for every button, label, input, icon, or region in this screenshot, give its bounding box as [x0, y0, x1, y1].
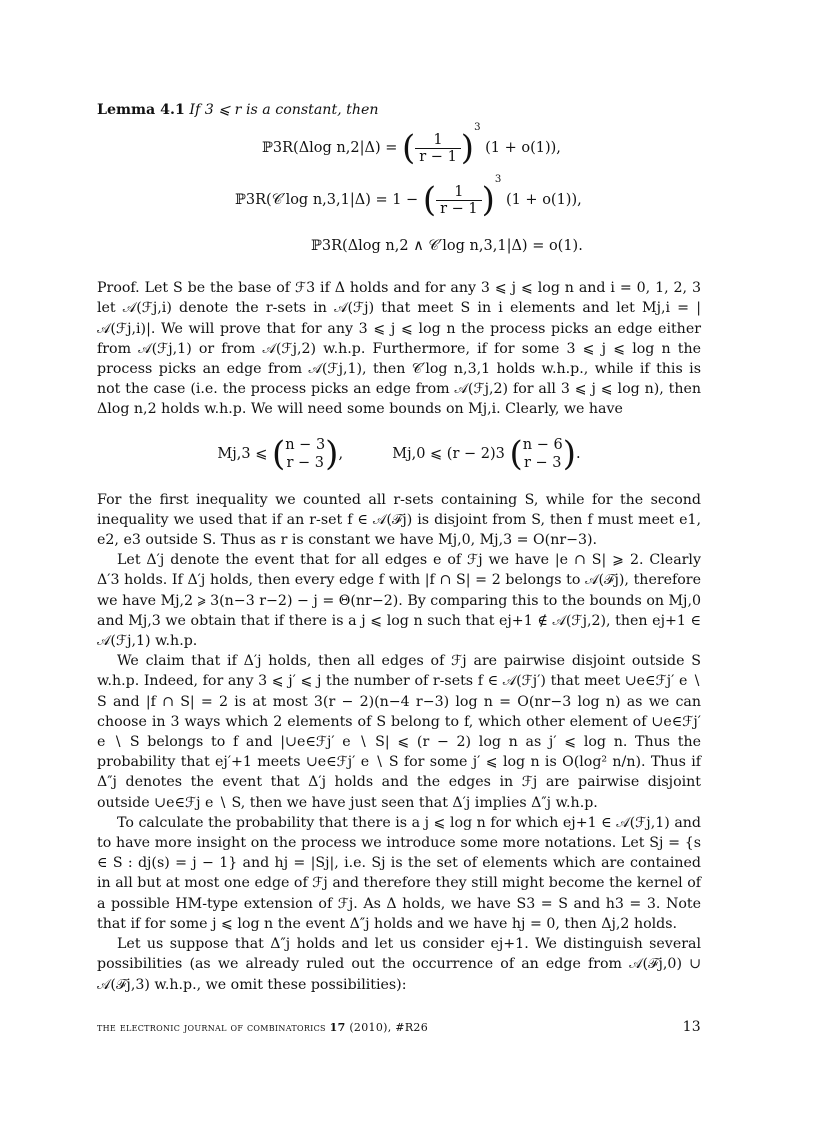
- page-number: 13: [682, 1019, 701, 1035]
- paragraph-4: To calculate the probability that there is a j ⩽ log n for which ej+1 ∈ 𝒜(ℱj,1) and to have more insight on the process we introduce some more notations. Let Sj = {s ∈ S : dj(s) = j − 1} and hj = |Sj|, i.e. Sj is the set of elements which are contained in all but at most one edge of ℱj and therefore they still might become the kernel of a possible HM-type extension of ℱj. As Δ holds, we have S3 = S and h3 = 3. Note that if for some j ⩽ log n the event Δ″j holds and we have hj = 0, then Δj,2 holds.: [97, 814, 701, 932]
- paragraph-2: Let Δ′j denote the event that for all edges e of ℱj we have |e ∩ S| ⩾ 2. Clearly Δ′3 holds. If Δ′j holds, then every edge f with |f ∩ S| = 2 belongs to 𝒜(ℱj), therefore we have Mj,2 ⩾ 3(n−3 r−2) − j = Θ(nr−2). By comparing this to the bounds on Mj,0 and Mj,3 we obtain that if there is a j ⩽ log n such that ej+1 ∉ 𝒜(ℱj,2), then ej+1 ∈ 𝒜(ℱj,1) w.h.p.: [97, 552, 701, 650]
- eq1-lhs: ℙ3R(Δlog n,2|Δ) =: [262, 140, 398, 157]
- paragraph-3: We claim that if Δ′j holds, then all edges of ℱj are pairwise disjoint outside S w.h.p. Indeed, for any 3 ⩽ j′ ⩽ j the number of r-sets f ∈ 𝒜(ℱj′) that meet ∪e∈ℱj′ e ∖ S and |f ∩ S| = 2 is at most 3(r − 2)(n−4 r−3) log n = O(nr−3 log n) as we can choose in 3 ways which 2 elements of S belong to f, which other element of ∪e∈ℱj′ e ∖ S belongs to f and |∪e∈ℱj′ e ∖ S| ⩽ (r − 2) log n as j′ ⩽ log n. Thus the probability that ej′+1 meets ∪e∈ℱj′ e ∖ S for some j′ ⩽ log n is O(log² n/n). Thus if Δ″j denotes the event that Δ′j holds and the edges in ℱj are pairwise disjoint outside ∪e∈ℱj e ∖ S, then we have just seen that Δ′j implies Δ″j w.h.p.: [97, 653, 701, 811]
- bound-right-bot: r − 3: [523, 454, 562, 471]
- lemma-label: Lemma 4.1: [97, 102, 185, 118]
- eq1-exp: 3: [474, 122, 481, 134]
- eq1-rhs: (1 + o(1)),: [485, 140, 561, 157]
- eq1-num: 1: [415, 132, 461, 149]
- lemma-equations: [97, 122, 701, 278]
- lemma-text: If 3 ⩽ r is a constant, then: [189, 102, 379, 118]
- paragraph-1: For the first inequality we counted all r-sets containing S, while for the second inequality we used that if an r-set f ∈ 𝒜(ℱj) is disjoint from S, then f must meet e1, e2, e3 outside S. Thus as r is constant we have Mj,0, Mj,3 = O(nr−3).: [97, 491, 701, 549]
- footer-volume: 17: [329, 1021, 346, 1034]
- footer-year-issue: (2010), #R26: [349, 1021, 428, 1034]
- paragraph-5: Let us suppose that Δ″j holds and let us consider ej+1. We distinguish several possibilities (as we already ruled out the occurrence of an edge from 𝒜(ℱj,0) ∪ 𝒜(ℱj,3) w.h.p., we omit these possibilities):: [97, 936, 701, 993]
- eq1-den: r − 1: [419, 148, 457, 165]
- eq2-num: 1: [436, 184, 482, 201]
- bound-left-top: n − 3: [285, 436, 326, 453]
- eq2-lhs: ℙ3R(𝒞′log n,3,1|Δ) = 1 −: [235, 192, 419, 209]
- page-footer: [97, 1021, 701, 1034]
- proof-paragraph: Proof. Let S be the base of ℱ3 if Δ holds and for any 3 ⩽ j ⩽ log n and i = 0, 1, 2, 3 let 𝒜(ℱj,i) denote the r-sets in 𝒜(ℱj) that meet S in i elements and let Mj,i = |𝒜(ℱj,i)|. We will prove that for any 3 ⩽ j ⩽ log n the process picks an edge either from 𝒜(ℱj,1) or from 𝒜(ℱj,2) w.h.p. Furthermore, if for some 3 ⩽ j ⩽ log n the process picks an edge from 𝒜(ℱj,1), then 𝒞′log n,3,1 holds w.h.p., while if this is not the case (i.e. the process picks an edge from 𝒜(ℱj,2) for all 3 ⩽ j ⩽ log n), then Δlog n,2 holds w.h.p. We will need some bounds on Mj,i. Clearly, we have: [97, 280, 701, 418]
- lemma-statement: [97, 100, 701, 120]
- equation-3: ℙ3R(Δlog n,2 ∧ 𝒞′log n,3,1|Δ) = o(1).: [311, 238, 583, 255]
- equation-1: ℙ3R(Δlog n,2|Δ) = ( $\frac{1}{r - 1}$ )$^3$ (1 + o(1)),: [262, 122, 561, 169]
- bound-right: Mj,0 ⩽ (r − 2)3: [392, 445, 505, 462]
- bound-right-top: n − 6: [522, 436, 563, 453]
- page-body: [97, 100, 701, 995]
- eq2-exp: 3: [494, 174, 502, 186]
- equation-2: ℙ3R(𝒞′log n,3,1|Δ) = 1 − ( $\frac{1}{r - 1}$ )$^3$ (1 + o(1)),: [235, 174, 582, 221]
- eq2-rhs: (1 + o(1)),: [505, 192, 582, 209]
- eq2-den: r − 1: [440, 200, 478, 217]
- bound-left-bot: r − 3: [286, 454, 324, 471]
- footer-journal: the electronic journal of combinatorics: [97, 1021, 326, 1034]
- bound-left: Mj,3 ⩽: [217, 445, 268, 462]
- bounds-equation: Mj,3 ⩽ ( n − 3 r − 3 ), Mj,0 ⩽ (r − 2)3 ( n − 6 r − 3 ).: [217, 433, 581, 474]
